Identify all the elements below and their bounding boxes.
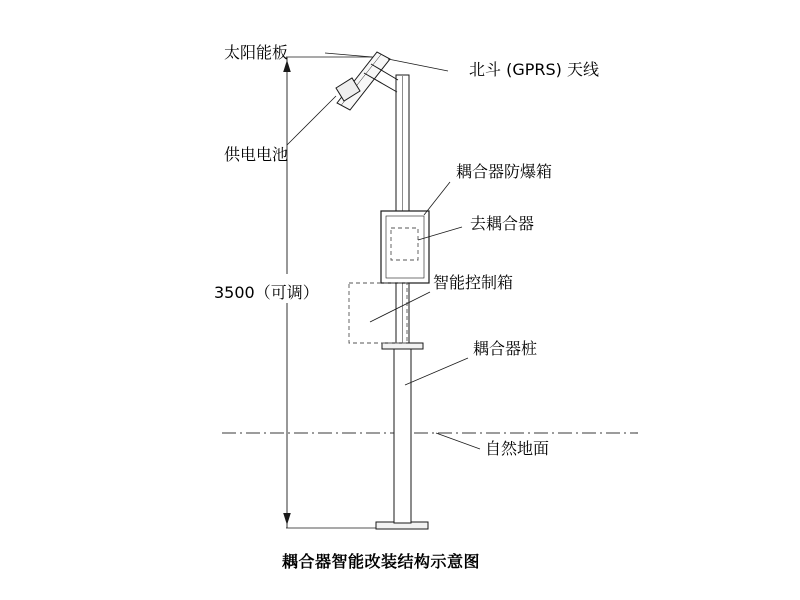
- label-natural-ground: 自然地面: [485, 439, 550, 458]
- label-smart-control-box: 智能控制箱: [433, 273, 514, 292]
- label-solar-panel: 太阳能板: [224, 43, 289, 62]
- explosion-proof-box-shape: [381, 211, 429, 283]
- diagram-caption: 耦合器智能改装结构示意图: [282, 552, 481, 571]
- label-coupler-pile: 耦合器桩: [473, 339, 538, 358]
- solar-panel-shape: [337, 52, 398, 110]
- label-explosion-proof-box: 耦合器防爆箱: [456, 162, 553, 181]
- coupler-pile-shape: [376, 75, 428, 529]
- dimension-label-height: 3500（可调）: [214, 283, 319, 302]
- label-battery: 供电电池: [224, 145, 289, 164]
- label-antenna: 北斗 (GPRS) 天线: [469, 60, 599, 79]
- label-decoupler: 去耦合器: [470, 214, 535, 233]
